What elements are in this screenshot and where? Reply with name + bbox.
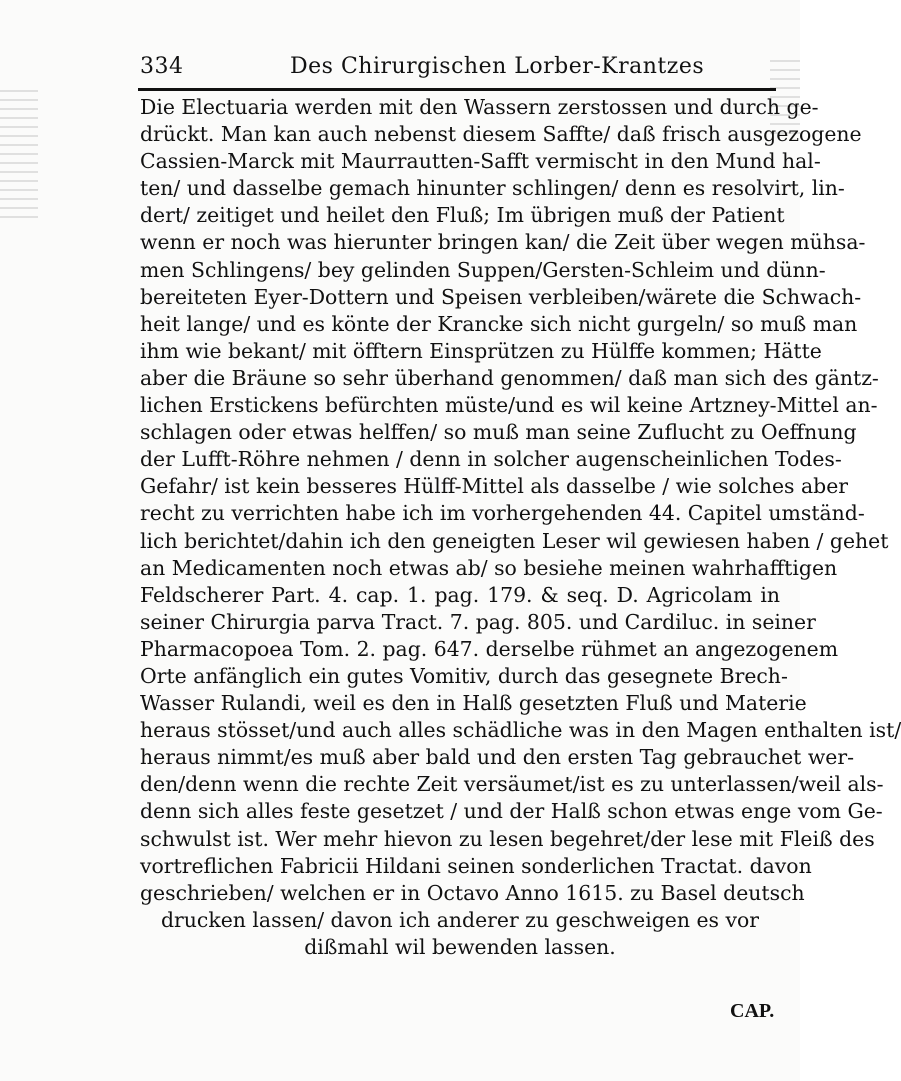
running-head: Des Chirurgischen Lorber-Krantzes	[290, 54, 705, 79]
text-line: Cassien-Marck mit Maurrautten-Safft vermischt in den Mund hal-	[140, 149, 821, 174]
text-line: heraus stösset/und auch alles schädliche was in den Magen enthalten ist/	[140, 718, 901, 743]
text-line: dert/ zeitiget und heilet den Fluß; Im übrigen muß der Patient	[140, 203, 785, 228]
text-line: vortreflichen Fabricii Hildani seinen sonderlichen Tractat. davon	[140, 853, 812, 878]
text-line: bereiteten Eyer-Dottern und Speisen verbleiben/wärete die Schwach-	[140, 284, 862, 309]
facing-page-bleed-left	[0, 90, 38, 220]
header-rule	[138, 88, 776, 91]
text-line: schwulst ist. Wer mehr hievon zu lesen begehret/der lese mit Fleiß des	[140, 826, 875, 851]
body-text	[140, 94, 901, 961]
text-line: Gefahr/ ist kein besseres Hülff-Mittel als dasselbe / wie solches aber	[140, 474, 849, 499]
text-line: lich berichtet/dahin ich den geneigten Leser wil gewiesen haben / gehet	[140, 528, 889, 553]
text-line: Wasser Rulandi, weil es den in Halß gesetzten Fluß und Materie	[140, 691, 807, 716]
text-line: heraus nimmt/es muß aber bald und den ersten Tag gebrauchet wer-	[140, 745, 854, 770]
text-line: aber die Bräune so sehr überhand genommen/ daß man sich des gäntz-	[140, 365, 879, 390]
page-number: 334	[140, 54, 184, 79]
text-line: drückt. Man kan auch nebenst diesem Saffte/ daß frisch ausgezogene	[140, 122, 862, 147]
text-line: an Medicamenten noch etwas ab/ so besiehe meinen wahrhafftigen	[140, 555, 838, 580]
text-line: men Schlingens/ bey gelinden Suppen/Gersten-Schleim und dünn-	[140, 257, 826, 282]
text-line: Feldscherer Part. 4. cap. 1. pag. 179. & seq. D. Agricolam in	[140, 582, 780, 607]
catchword: CAP.	[730, 1000, 775, 1022]
text-line: ten/ und dasselbe gemach hinunter schlingen/ denn es resolvirt, lin-	[140, 176, 845, 201]
text-line: Pharmacopoea Tom. 2. pag. 647. derselbe rühmet an angezogenem	[140, 636, 839, 661]
text-line: den/denn wenn die rechte Zeit versäumet/ist es zu unterlassen/weil als-	[140, 772, 884, 797]
text-line: geschrieben/ welchen er in Octavo Anno 1615. zu Basel deutsch	[140, 880, 805, 905]
text-line: drucken lassen/ davon ich anderer zu geschweigen es vor	[161, 907, 759, 932]
text-line: ihm wie bekant/ mit öfftern Einsprützen zu Hülffe kommen; Hätte	[140, 338, 822, 363]
text-line: wenn er noch was hierunter bringen kan/ die Zeit über wegen mühsa-	[140, 230, 866, 255]
text-line: schlagen oder etwas helffen/ so muß man seine Zuflucht zu Oeffnung	[140, 420, 857, 445]
text-line: dißmahl wil bewenden lassen.	[304, 934, 616, 959]
text-line: lichen Erstickens befürchten müste/und es wil keine Artzney-Mittel an-	[140, 393, 878, 418]
page-header	[140, 50, 780, 84]
text-line: Die Electuaria werden mit den Wassern zerstossen und durch ge-	[140, 95, 819, 119]
text-line: der Lufft-Röhre nehmen / denn in solcher augenscheinlichen Todes-	[140, 447, 842, 472]
text-line: denn sich alles feste gesetzet / und der Halß schon etwas enge vom Ge-	[140, 799, 883, 824]
text-line: Orte anfänglich ein gutes Vomitiv, durch das gesegnete Brech-	[140, 663, 788, 688]
text-line: recht zu verrichten habe ich im vorhergehenden 44. Capitel umständ-	[140, 501, 865, 526]
text-line: seiner Chirurgia parva Tract. 7. pag. 805. und Cardiluc. in seiner	[140, 609, 816, 634]
text-line: heit lange/ und es könte der Krancke sich nicht gurgeln/ so muß man	[140, 311, 858, 336]
